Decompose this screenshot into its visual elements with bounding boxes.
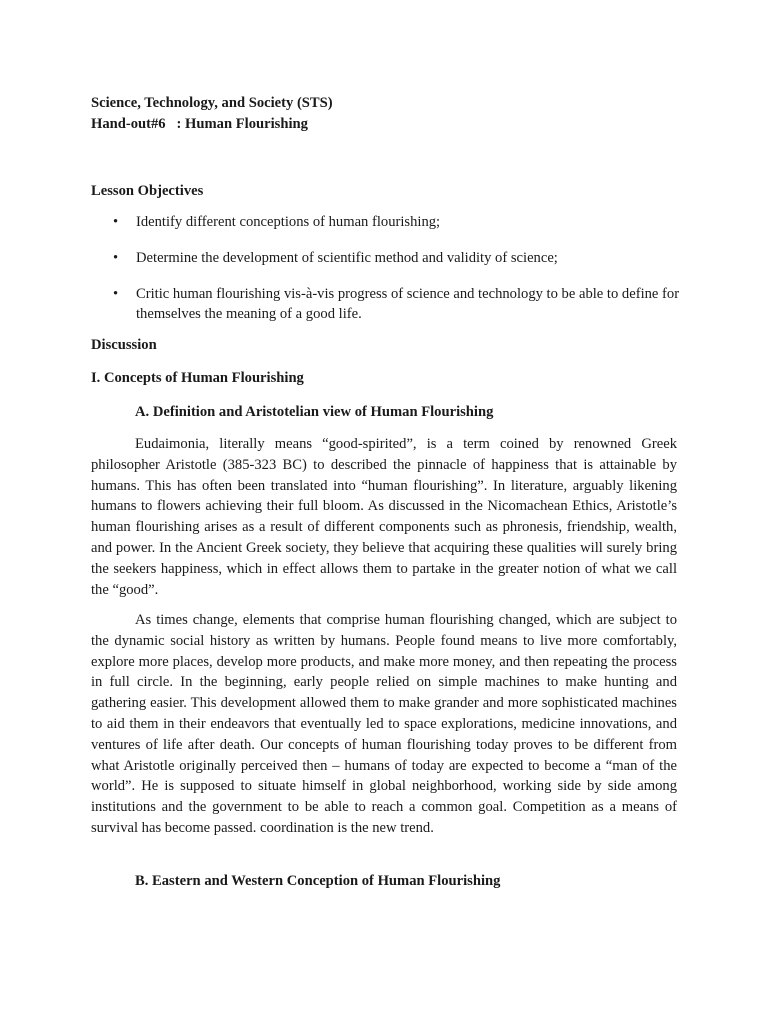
objectives-list [91, 212, 691, 340]
objective-text: Identify different conceptions of human flourishing; [136, 214, 441, 230]
list-item [91, 248, 691, 269]
subsection-heading-b: B. Eastern and Western Conception of Human Flourishing [135, 873, 501, 889]
document-header [91, 93, 333, 135]
course-title: Science, Technology, and Society (STS) [91, 95, 333, 111]
subsection-heading-a: A. Definition and Aristotelian view of Human Flourishing [135, 404, 494, 420]
objective-text: Critic human flourishing vis-à-vis progress of science and technology to be able to define for themselves the meaning of a good life. [136, 285, 680, 323]
paragraph-times-change: As times change, elements that comprise human flourishing changed, which are subject to the dynamic social history as written by humans. People found means to live more comfortably, explore more places, develop more products, and make more money, and then repeating the process in full circle. In the beginning, early people relied on simple machines to make hunting and gathering easier. This development allowed them to make grander and more sophisticated machines to aid them in their endeavors that eventually led to space explorations, medicine innovations, and ventures of life after death. Our concepts of human flourishing today proves to be different from what Aristotle originally perceived then – humans of today are expected to become a “man of the world”. He is supposed to situate himself in global neighborhood, working side by side among institutions and the government to be able to reach a common goal. Competition as a means of survival has become passed. coordination is the new trend. [91, 612, 677, 836]
bullet-icon: • [113, 285, 119, 302]
discussion-heading: Discussion [91, 337, 157, 353]
handout-title: Hand-out#6 : Human Flourishing [91, 116, 308, 132]
objective-text: Determine the development of scientific method and validity of science; [136, 249, 558, 266]
bullet-icon: • [113, 214, 119, 230]
paragraph-eudaimonia: Eudaimonia, literally means “good-spirited”, is a term coined by renowned Greek philosopher Aristotle (385-323 BC) to described the pinnacle of happiness that is attainable by humans. This has often been translated into “human flourishing”. In literature, arguably likening humans to flowers achieving their full bloom. As discussed in the Nicomachean Ethics, Aristotle’s human flourishing arises as a result of different components such as phronesis, friendship, wealth, and power. In the Ancient Greek society, they believe that acquiring these qualities will surely bring the seekers happiness, which in effect allows them to partake in the greater notion of what we call the “good”. [91, 436, 677, 598]
list-item [91, 284, 691, 326]
objectives-heading: Lesson Objectives [91, 183, 204, 199]
section-heading: I. Concepts of Human Flourishing [91, 370, 304, 386]
list-item [91, 212, 691, 233]
bullet-icon: • [113, 249, 119, 266]
